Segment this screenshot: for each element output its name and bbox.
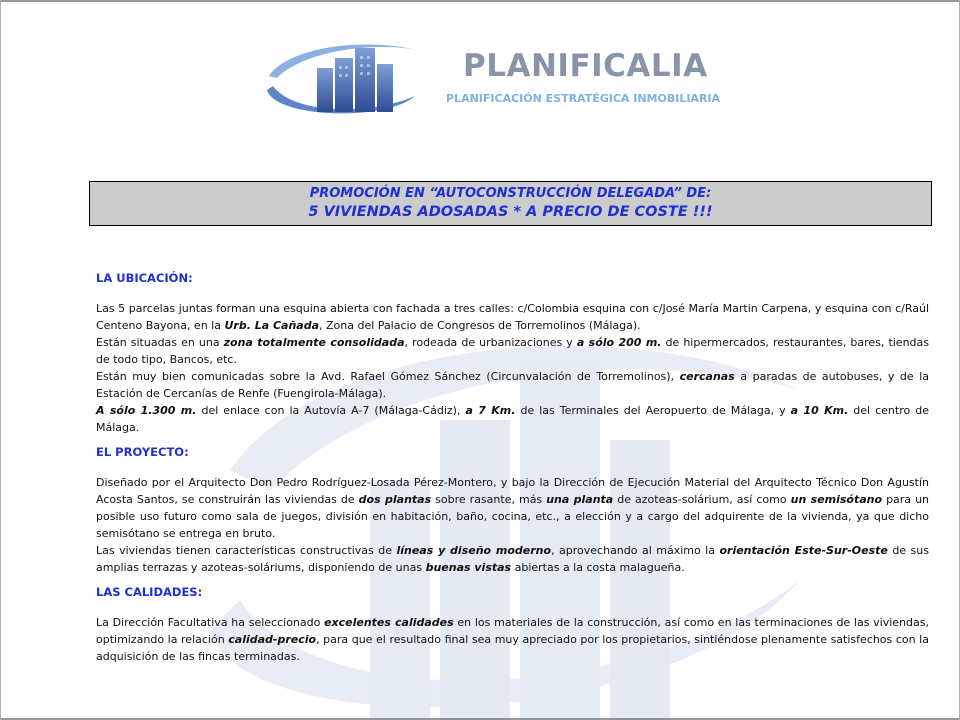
text-run: Diseñado por el Arquitecto Don Pedro Rodríguez-Losada Pérez-Montero, y bajo la Dirección de Ejecución Material del Arquitecto Técnico Don Agustín Acosta Santos, se construirán las viviendas de — [96, 476, 929, 506]
section-heading-proyecto: EL PROYECTO: — [96, 445, 189, 459]
text-run: de hipermercados, restaurantes, bares, tiendas de todo tipo, Bancos, etc. — [96, 336, 930, 366]
proyecto-paragraph-1 — [96, 474, 929, 542]
text-run: a paradas de autobuses, y de la Estación de Cercanías de Renfe (Fuengirola-Málaga). — [96, 370, 930, 400]
brand-name: PLANIFICALIA — [463, 48, 708, 84]
company-logo — [265, 38, 725, 118]
emphasis-text: a 7 Km. — [465, 404, 516, 417]
section-heading-ubicacion: LA UBICACIÓN: — [96, 271, 193, 285]
ubicacion-paragraph-1 — [96, 300, 929, 334]
promo-banner — [89, 181, 932, 226]
proyecto-paragraph-2 — [96, 542, 929, 576]
text-run: La Dirección Facultativa ha seleccionado — [96, 616, 325, 629]
text-run: abiertas a la costa malagueña. — [511, 561, 685, 574]
text-run: de sus amplias terrazas y azoteas-soláriums, disponiendo de unas — [96, 544, 929, 574]
emphasis-text: a sólo 200 m. — [576, 336, 662, 349]
section-heading-calidades: LAS CALIDADES: — [96, 585, 203, 599]
text-run: Están situadas en una — [96, 336, 224, 349]
emphasis-text: a 10 Km. — [790, 404, 849, 417]
frame-top-border — [0, 0, 960, 2]
buildings-swoosh-icon — [265, 38, 425, 118]
text-run: de las Terminales del Aeropuerto de Málaga, y — [515, 404, 791, 417]
text-run: para un posible uso futuro como sala de juegos, división en habitación, baño, cocina, etc., a elección y a cargo del adquirente de la vivienda, ya que dicho semisótano se entrega en bruto. — [96, 493, 930, 540]
emphasis-text: excelentes calidades — [324, 616, 454, 629]
text-run: en los materiales de la construcción, así como en las terminaciones de las viviendas, optimizando la relación — [96, 616, 929, 646]
text-run: , aprovechando al máximo la — [551, 544, 720, 557]
brand-tagline: PLANIFICACIÓN ESTRATÉGICA INMOBILIARIA — [446, 92, 721, 105]
emphasis-text: buenas vistas — [425, 561, 512, 574]
text-run: Las viviendas tienen características constructivas de — [96, 544, 397, 557]
text-run: Están muy bien comunicadas sobre la Avd. Rafael Gómez Sánchez (Circunvalación de Torremolinos), — [96, 370, 680, 383]
emphasis-text: calidad-precio — [228, 633, 317, 646]
frame-left-border — [0, 0, 1, 720]
promo-title-line2: 5 VIVIENDAS ADOSADAS * A PRECIO DE COSTE !!! — [308, 204, 713, 220]
text-run: , para que el resultado final sea muy apreciado por los propietarios, sintiéndose plenamente satisfechos con la adquisición de las fincas terminadas. — [96, 633, 929, 663]
text-run: sobre rasante, más — [431, 493, 547, 506]
emphasis-text: cercanas — [679, 370, 735, 383]
calidades-paragraph-1 — [96, 614, 929, 665]
text-run: del centro de Málaga. — [96, 404, 929, 434]
ubicacion-paragraph-4 — [96, 402, 929, 436]
text-run: , rodeada de urbanizaciones y — [404, 336, 577, 349]
emphasis-text: A sólo 1.300 m. — [96, 404, 197, 417]
promo-title-line1: PROMOCIÓN EN “AUTOCONSTRUCCIÓN DELEGADA” DE: — [309, 186, 712, 201]
emphasis-text: zona totalmente consolidada — [223, 336, 405, 349]
text-run: de azoteas-solárium, así como — [613, 493, 791, 506]
emphasis-text: líneas y diseño moderno — [396, 544, 552, 557]
ubicacion-paragraph-3 — [96, 368, 929, 402]
emphasis-text: una planta — [546, 493, 614, 506]
emphasis-text: un semisótano — [790, 493, 883, 506]
emphasis-text: orientación Este-Sur-Oeste — [719, 544, 888, 557]
ubicacion-paragraph-2 — [96, 334, 929, 368]
text-run: , Zona del Palacio de Congresos de Torremolinos (Málaga). — [319, 319, 641, 332]
document-body — [96, 270, 929, 665]
emphasis-text: Urb. La Cañada — [224, 319, 320, 332]
text-run: Las 5 parcelas juntas forman una esquina abierta con fachada a tres calles: c/Colombia esquina con c/José María Martin Carpena, y esquina con c/Raúl Centeno Bayona, en la — [96, 302, 929, 332]
text-run: del enlace con la Autovía A-7 (Málaga-Cádiz), — [196, 404, 466, 417]
emphasis-text: dos plantas — [358, 493, 432, 506]
